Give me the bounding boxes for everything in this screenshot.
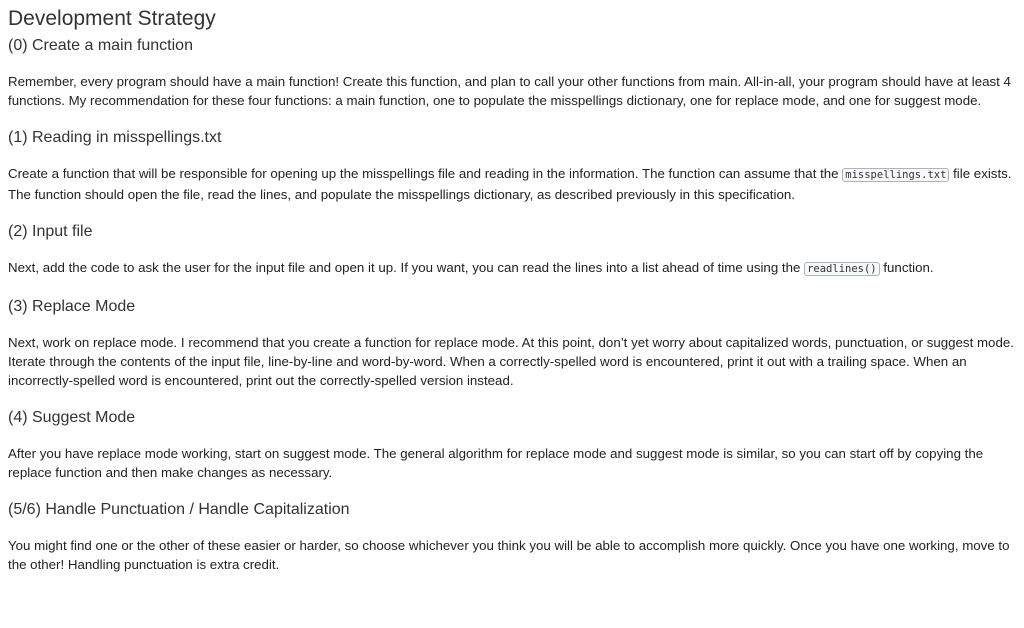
section-body-punctuation-capitalization: You might find one or the other of these easier or harder, so choose whichever you think you will be able to accomplish more quickly. Once you have one working, move to the other! Handling punctuation is extra credit. — [8, 538, 1010, 572]
section-heading-suggest-mode: (4) Suggest Mode — [8, 409, 136, 426]
section-heading-punctuation-capitalization: (5/6) Handle Punctuation / Handle Capitalization — [8, 501, 350, 518]
body-text: Next, add the code to ask the user for the input file and open it up. If you want, you can read the lines into a list ahead of time using the — [8, 260, 805, 275]
section-heading-main-function: (0) Create a main function — [8, 37, 193, 54]
section-body-replace-mode: Next, work on replace mode. I recommend that you create a function for replace mode. At this point, don’t yet worry about capitalized words, punctuation, or suggest mode. Iterate through the contents of the input file, line-by-line and word-by-word. When a correctly-spelled word is encountered, print it out with a trailing space. When an incorrectly-spelled word is encountered, print out the correctly-spelled version instead. — [8, 335, 1014, 388]
page-title: Development Strategy — [8, 7, 216, 30]
section-body-reading-misspellings — [8, 164, 1016, 204]
inline-code-readlines: readlines() — [804, 262, 880, 276]
section-body-input-file — [8, 258, 1016, 279]
body-text: file exists. The function should open the file, read the lines, and populate the misspellings dictionary, as described previously in this specification. — [8, 166, 1012, 202]
section-heading-input-file: (2) Input file — [8, 223, 93, 240]
section-heading-replace-mode: (3) Replace Mode — [8, 298, 136, 315]
section-heading-reading-misspellings: (1) Reading in misspellings.txt — [8, 129, 222, 146]
body-text: function. — [879, 260, 934, 275]
body-text: Create a function that will be responsible for opening up the misspellings file and reading in the information. The function can assume that the — [8, 166, 843, 181]
section-body-main-function: Remember, every program should have a main function! Create this function, and plan to call your other functions from main. All-in-all, your program should have at least 4 functions. My recommendation for these four functions: a main function, one to populate the misspellings dictionary, one for replace mode, and one for suggest mode. — [8, 74, 1011, 108]
inline-code-misspellings-file: misspellings.txt — [842, 168, 949, 182]
section-body-suggest-mode: After you have replace mode working, start on suggest mode. The general algorithm for replace mode and suggest mode is similar, so you can start off by copying the replace function and then make changes as necessary. — [8, 446, 984, 480]
